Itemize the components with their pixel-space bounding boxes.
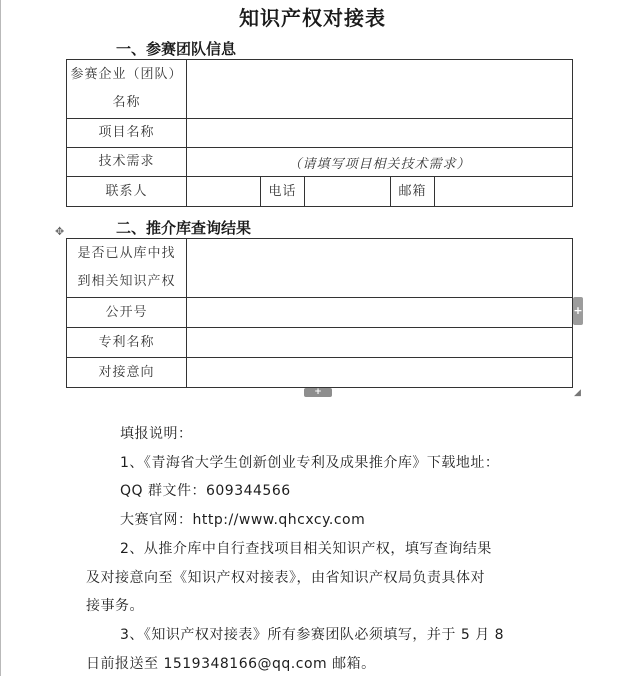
contact-field[interactable] xyxy=(187,177,261,207)
instruction-item-2-end: 接事务。 xyxy=(86,598,144,615)
instruction-item-1: 1、《青海省大学生创新创业专利及成果推介库》下载地址： xyxy=(120,454,500,471)
instructions-block xyxy=(86,420,586,678)
patent-name-field[interactable] xyxy=(187,328,573,358)
company-name-field[interactable] xyxy=(187,60,573,119)
project-name-field[interactable] xyxy=(187,119,573,148)
email-field[interactable] xyxy=(435,177,573,207)
table-row xyxy=(67,298,573,328)
table-row xyxy=(67,148,573,177)
section-heading-search: 二、推介库查询结果 xyxy=(116,219,252,237)
add-column-icon[interactable]: + xyxy=(573,297,583,325)
tech-needs-field[interactable]: （请填写项目相关技术需求） xyxy=(187,148,573,177)
patent-name-label: 专利名称 xyxy=(67,328,187,358)
instruction-item-3-cont: 日前报送至 1519348166@qq.com 邮箱。 xyxy=(86,655,376,672)
tech-needs-label: 技术需求 xyxy=(67,148,187,177)
website-line: 大赛官网：http://www.qhcxcy.com xyxy=(120,512,366,529)
instruction-item-2-cont: 及对接意向至《知识产权对接表》，由省知识产权局负责具体对 xyxy=(86,569,485,586)
table-row xyxy=(67,119,573,148)
contact-label: 联系人 xyxy=(67,177,187,207)
instructions-heading: 填报说明： xyxy=(120,426,193,442)
table-row xyxy=(67,358,573,388)
phone-field[interactable] xyxy=(305,177,391,207)
table-row xyxy=(67,60,573,119)
instruction-item-3: 3、《知识产权对接表》所有参赛团队必须填写，并于 5 月 8 xyxy=(120,626,505,643)
table-move-icon[interactable]: ✥ xyxy=(55,225,65,238)
table-row xyxy=(67,239,573,298)
search-result-table xyxy=(66,238,573,388)
page-left-border xyxy=(0,0,1,676)
instruction-item-2: 2、从推介库中自行查找项目相关知识产权，填写查询结果 xyxy=(120,540,492,557)
qq-group-line: QQ 群文件：609344566 xyxy=(120,483,291,500)
found-ip-label: 是否已从库中找 到相关知识产权 xyxy=(67,239,187,298)
page-title: 知识产权对接表 xyxy=(239,6,386,30)
docking-intent-label: 对接意向 xyxy=(67,358,187,388)
found-ip-field[interactable] xyxy=(187,239,573,298)
add-row-icon[interactable]: + xyxy=(304,388,332,397)
email-label: 邮箱 xyxy=(391,177,435,207)
company-name-label: 参赛企业（团队） 名称 xyxy=(67,60,187,119)
team-info-table xyxy=(66,59,573,207)
section-heading-team: 一、参赛团队信息 xyxy=(116,40,237,58)
publication-number-label: 公开号 xyxy=(67,298,187,328)
table-row xyxy=(67,328,573,358)
project-name-label: 项目名称 xyxy=(67,119,187,148)
table-resize-icon[interactable]: ◢ xyxy=(574,388,581,398)
publication-number-field[interactable] xyxy=(187,298,573,328)
table-row xyxy=(67,177,573,207)
docking-intent-field[interactable] xyxy=(187,358,573,388)
phone-label: 电话 xyxy=(261,177,305,207)
